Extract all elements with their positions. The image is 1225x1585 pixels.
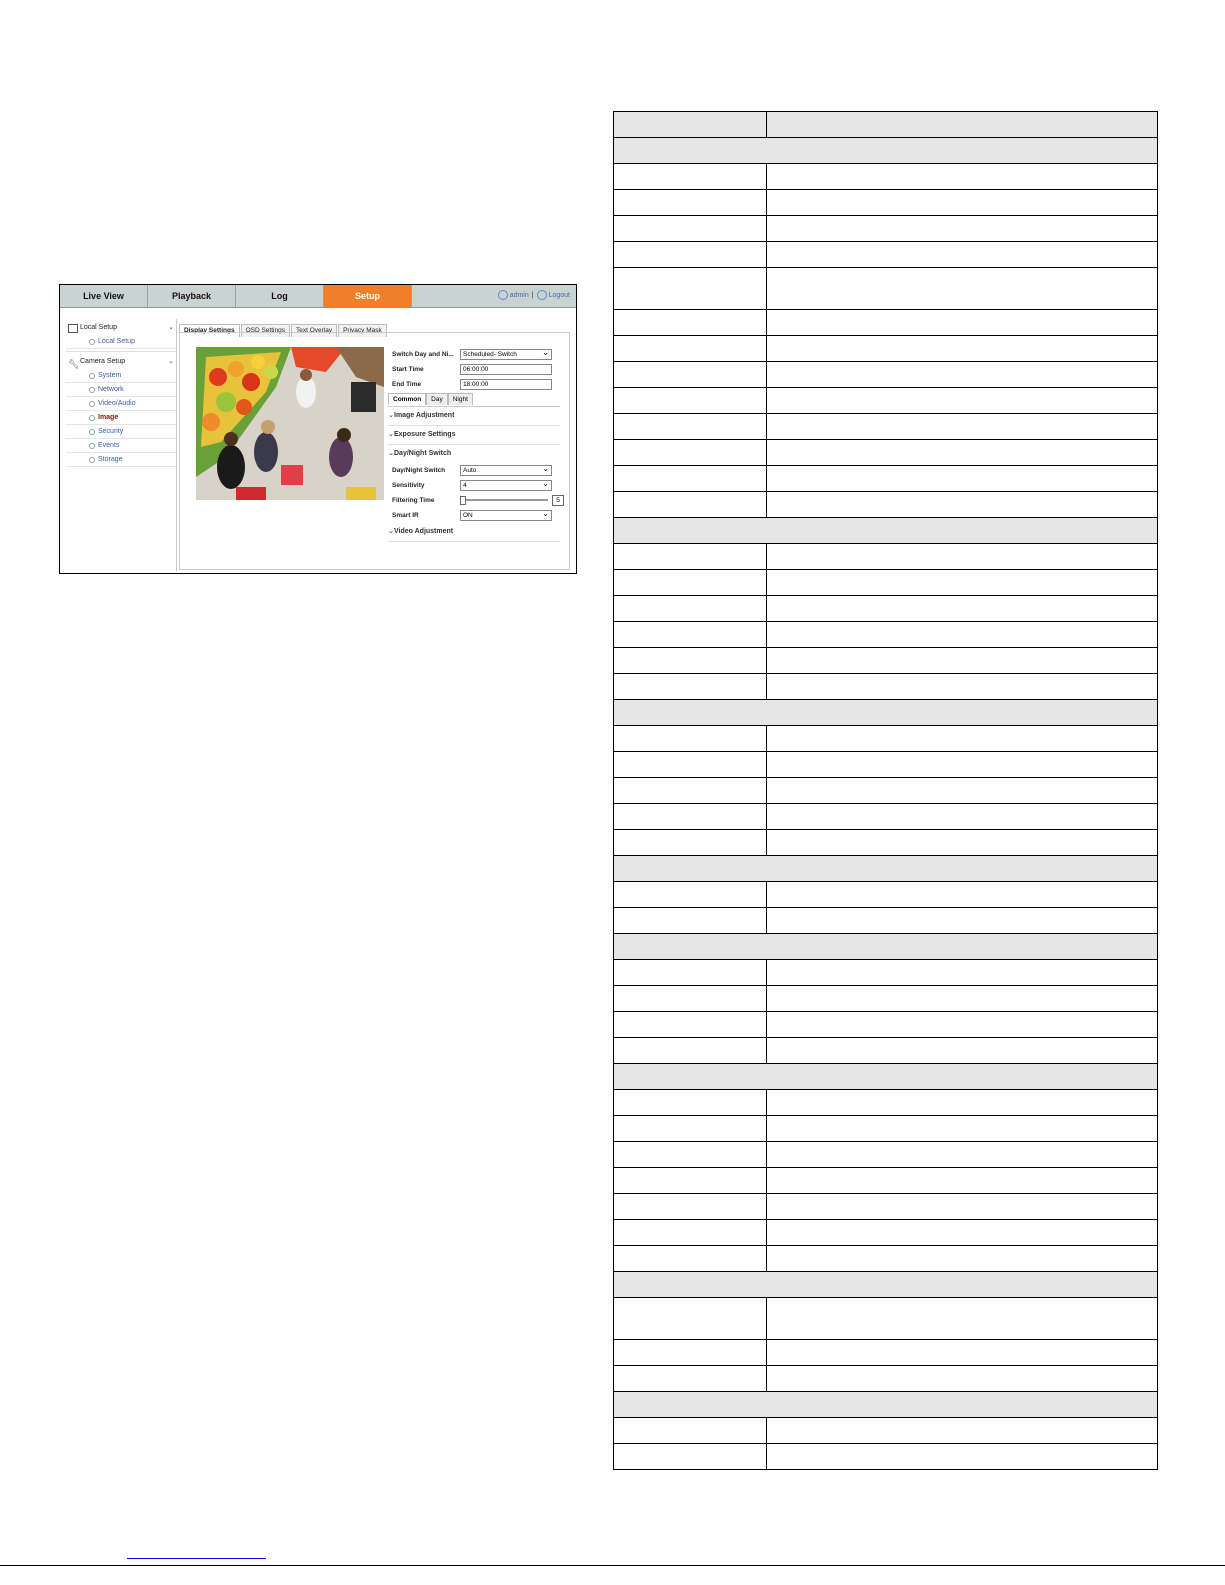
sidebar-item-label: System [98,372,122,379]
description-cell [767,960,1158,986]
parameter-cell [614,112,767,138]
parameter-cell [614,1012,767,1038]
end-time-row [388,377,560,392]
table-row [614,1116,1158,1142]
description-cell [767,674,1158,700]
tab-day[interactable]: Day [426,393,448,405]
parameter-cell [614,1116,767,1142]
table-row [614,362,1158,388]
sidebar-item-label: Local Setup [98,338,135,345]
description-cell [767,164,1158,190]
tab-text-overlay[interactable]: Text Overlay [291,324,337,337]
table-row [614,674,1158,700]
parameter-cell [614,1246,767,1272]
table-row [614,1444,1158,1470]
section-day-night-switch[interactable]: › Day/Night Switch [388,445,560,463]
description-cell [767,362,1158,388]
sidebar-item-system[interactable] [66,369,176,383]
sidebar-divider [66,351,176,352]
table-row [614,570,1158,596]
start-time-input[interactable]: 06:00:00 [460,364,552,375]
filtering-time-label: Filtering Time [392,497,435,504]
table-row [614,242,1158,268]
description-cell [767,242,1158,268]
table-row [614,1012,1158,1038]
switch-day-night-select[interactable]: Scheduled- Switch ⌄ [460,349,552,360]
table-row [614,986,1158,1012]
table-row [614,492,1158,518]
mode-tabs [388,393,560,407]
parameter-cell [614,1366,767,1392]
section-cell [614,700,1158,726]
parameter-cell [614,190,767,216]
bullet-icon [89,339,95,345]
description-cell [767,882,1158,908]
sidebar-item-label: Storage [98,456,123,463]
filtering-time-row [388,493,560,508]
sidebar-item-security[interactable] [66,425,176,439]
sensitivity-row [388,478,560,493]
parameter-cell [614,388,767,414]
sidebar-item-events[interactable] [66,439,176,453]
sub-tabs [179,319,388,332]
end-time-input[interactable]: 18:00:00 [460,379,552,390]
table-row [614,622,1158,648]
parameter-cell [614,544,767,570]
sidebar-item-label: Security [98,428,124,435]
user-separator: | [531,292,534,299]
table-row [614,1142,1158,1168]
parameter-cell [614,216,767,242]
tab-setup[interactable]: Setup [324,285,412,307]
description-cell [767,804,1158,830]
parameter-cell [614,1168,767,1194]
table-row [614,908,1158,934]
parameter-cell [614,242,767,268]
tab-osd-settings[interactable]: OSD Settings [241,324,290,337]
table-row [614,1340,1158,1366]
parameter-cell [614,1298,767,1340]
description-cell [767,622,1158,648]
table-row [614,1038,1158,1064]
chevron-down-icon: ⌄ [168,324,174,331]
tab-live-view[interactable]: Live View [60,285,148,307]
footer-link-underline [127,1558,266,1559]
description-cell [767,492,1158,518]
table-row [614,1090,1158,1116]
description-cell [767,1340,1158,1366]
description-cell [767,1418,1158,1444]
settings-form [388,347,560,542]
parameter-cell [614,164,767,190]
tab-privacy-mask[interactable]: Privacy Mask [338,324,387,337]
wrench-icon: 🔧︎ [68,359,80,369]
parameter-cell [614,1340,767,1366]
parameter-cell [614,492,767,518]
table-section-row [614,1272,1158,1298]
table-row [614,1418,1158,1444]
description-cell [767,1012,1158,1038]
description-cell [767,1298,1158,1340]
description-cell [767,778,1158,804]
description-cell [767,1168,1158,1194]
sidebar-item-label: Video/Audio [98,400,136,407]
table-row [614,1220,1158,1246]
parameter-cell [614,362,767,388]
description-cell [767,336,1158,362]
sensitivity-label: Sensitivity [392,482,425,489]
table-row [614,544,1158,570]
parameter-cell [614,1038,767,1064]
sidebar-group-label: Camera Setup [80,358,126,365]
parameter-cell [614,1090,767,1116]
description-cell [767,986,1158,1012]
description-cell [767,1246,1158,1272]
table-row [614,1168,1158,1194]
bullet-icon [89,373,95,379]
table-row [614,190,1158,216]
description-cell [767,440,1158,466]
description-cell [767,1116,1158,1142]
description-cell [767,1090,1158,1116]
switch-day-night-row [388,347,560,362]
parameter-cell [614,908,767,934]
table-row [614,960,1158,986]
description-cell [767,414,1158,440]
table-row [614,804,1158,830]
parameter-cell [614,1142,767,1168]
table-row [614,310,1158,336]
table-row [614,440,1158,466]
parameter-cell [614,570,767,596]
section-cell [614,1064,1158,1090]
description-cell [767,388,1158,414]
table-row [614,726,1158,752]
description-cell [767,190,1158,216]
description-cell [767,908,1158,934]
description-cell [767,648,1158,674]
parameter-cell [614,466,767,492]
description-cell [767,216,1158,242]
sidebar-item-network[interactable] [66,383,176,397]
sidebar-item-storage[interactable] [66,453,176,467]
end-time-label: End Time [392,381,422,388]
parameter-cell [614,1444,767,1470]
top-nav-bar [60,285,576,308]
description-cell [767,726,1158,752]
sidebar [66,321,176,467]
live-video-preview [196,347,384,500]
table-row [614,268,1158,310]
parameter-cell [614,336,767,362]
day-night-switch-row [388,463,560,478]
parameter-cell [614,778,767,804]
parameter-cell [614,1194,767,1220]
table-section-row [614,856,1158,882]
parameter-cell [614,882,767,908]
sidebar-group-local-setup[interactable] [66,321,176,335]
bullet-icon [89,429,95,435]
table-row [614,778,1158,804]
table-row [614,830,1158,856]
table-row [614,216,1158,242]
table-section-row [614,138,1158,164]
description-cell [767,1220,1158,1246]
table-row [614,882,1158,908]
smart-ir-select[interactable]: ON ⌄ [460,510,552,521]
table-row [614,466,1158,492]
sidebar-item-label: Image [98,414,119,421]
bullet-icon [89,401,95,407]
table-section-row [614,1064,1158,1090]
parameter-cell [614,622,767,648]
description-cell [767,544,1158,570]
table-row [614,388,1158,414]
table-row [614,1246,1158,1272]
parameter-cell [614,1220,767,1246]
table-row [614,596,1158,622]
filtering-time-slider[interactable] [460,499,548,501]
description-cell [767,1142,1158,1168]
description-cell [767,1366,1158,1392]
description-cell [767,752,1158,778]
parameter-cell [614,596,767,622]
logout-icon [537,290,547,300]
description-cell [767,112,1158,138]
table-section-row [614,1392,1158,1418]
table-row [614,414,1158,440]
table-row [614,648,1158,674]
parameter-cell [614,414,767,440]
footer-rule [0,1565,1225,1566]
section-video-adjustment[interactable]: › Video Adjustment [388,523,560,542]
table-section-row [614,518,1158,544]
section-cell [614,934,1158,960]
section-exposure-settings[interactable]: › Exposure Settings [388,426,560,445]
display-settings-panel [179,332,570,570]
parameter-cell [614,674,767,700]
user-icon [498,290,508,300]
smart-ir-row [388,508,560,523]
filtering-time-value[interactable]: 5 [552,495,564,506]
table-row [614,752,1158,778]
description-cell [767,1194,1158,1220]
section-cell [614,856,1158,882]
tab-playback[interactable]: Playback [148,285,236,307]
parameter-cell [614,804,767,830]
sidebar-item-local-setup[interactable] [66,335,176,349]
parameter-cell [614,440,767,466]
switch-day-night-label: Switch Day and Ni... [392,351,454,358]
description-cell [767,1038,1158,1064]
sidebar-group-camera-setup[interactable] [66,355,176,369]
parameter-cell [614,830,767,856]
user-box [498,285,570,307]
parameter-cell [614,1418,767,1444]
table-section-row [614,700,1158,726]
description-cell [767,1444,1158,1470]
parameter-table [613,111,1158,1470]
tab-night[interactable]: Night [448,393,473,405]
sidebar-group-label: Local Setup [80,324,117,331]
sidebar-item-image[interactable] [66,411,176,425]
table-section-row [614,934,1158,960]
section-cell [614,1392,1158,1418]
section-cell [614,138,1158,164]
bullet-icon [89,443,95,449]
start-time-label: Start Time [392,366,424,373]
description-cell [767,466,1158,492]
parameter-cell [614,726,767,752]
parameter-cell [614,960,767,986]
table-row [614,1194,1158,1220]
parameter-cell [614,648,767,674]
day-night-switch-label: Day/Night Switch [392,467,446,474]
parameter-cell [614,310,767,336]
section-image-adjustment[interactable]: › Image Adjustment [388,407,560,426]
section-cell [614,1272,1158,1298]
description-cell [767,830,1158,856]
parameter-cell [614,752,767,778]
description-cell [767,268,1158,310]
table-row [614,336,1158,362]
sidebar-item-label: Events [98,442,120,449]
smart-ir-label: Smart IR [392,512,419,519]
slider-handle[interactable] [460,496,466,505]
description-cell [767,310,1158,336]
tab-common[interactable]: Common [388,393,426,405]
bullet-icon [89,415,95,421]
table-header-row [614,112,1158,138]
chevron-down-icon: ⌄ [168,358,174,365]
monitor-icon [68,324,78,333]
table-row [614,164,1158,190]
section-cell [614,518,1158,544]
tab-log[interactable]: Log [236,285,324,307]
tab-display-settings[interactable]: Display Settings [179,324,240,337]
table-row [614,1366,1158,1392]
parameter-cell [614,268,767,310]
day-night-switch-select[interactable]: Auto ⌄ [460,465,552,476]
description-cell [767,570,1158,596]
sidebar-item-video-audio[interactable] [66,397,176,411]
supermarket-video-image [196,347,384,500]
sensitivity-select[interactable]: 4 ⌄ [460,480,552,491]
camera-web-ui-screenshot [59,284,577,574]
sidebar-item-label: Network [98,386,124,393]
start-time-row [388,362,560,377]
parameter-cell [614,986,767,1012]
logout-link[interactable]: Logout [548,292,570,299]
table-row [614,1298,1158,1340]
content-area [176,319,569,571]
username: admin [509,292,529,299]
bullet-icon [89,457,95,463]
bullet-icon [89,387,95,393]
description-cell [767,596,1158,622]
